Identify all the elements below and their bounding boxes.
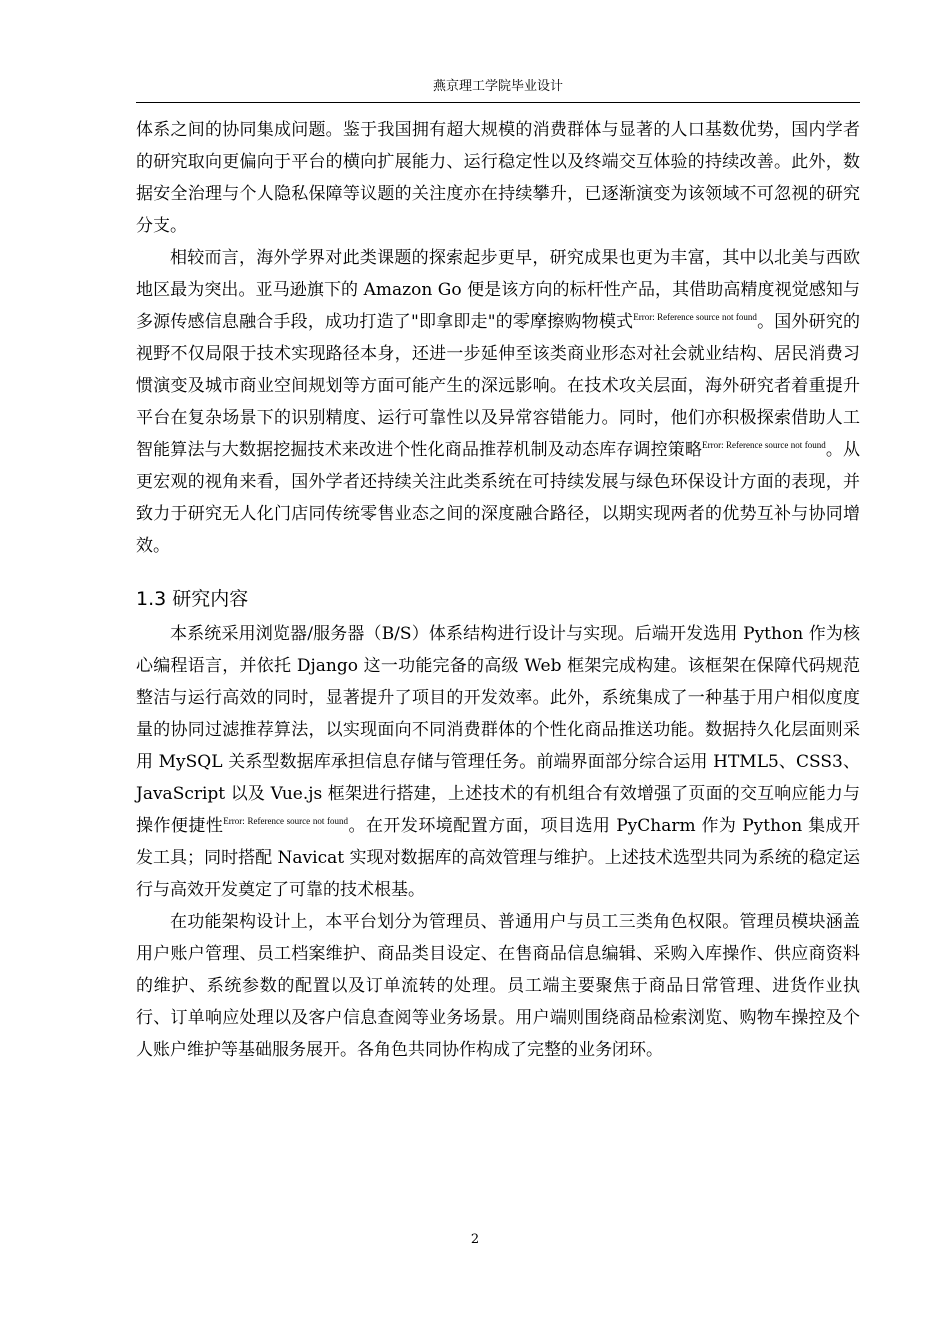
page-header <box>136 78 860 103</box>
reference-error-note: Error: Reference source not found <box>633 312 757 322</box>
page-number: 2 <box>470 1232 480 1247</box>
paragraph-text: 体系之间的协同集成问题。鉴于我国拥有超大规模的消费群体与显著的人口基数优势，国内学者的研究取向更偏向于平台的横向扩展能力、运行稳定性以及终端交互体验的持续改善。此外，数据安全治理与个人隐私保障等议题的关注度亦在持续攀升，已逐渐演变为该领域不可忽视的研究分支。 <box>136 120 860 236</box>
reference-error-note: Error: Reference source not found <box>702 440 826 450</box>
paragraph-overseas-research <box>136 242 860 562</box>
paragraph-text: 。从更宏观的视角来看，国外学者还持续关注此类系统在可持续发展与绿色环保设计方面的表现，并致力于研究无人化门店同传统零售业态之间的深度融合路径，以期实现两者的优势互补与协同增效。 <box>136 440 861 556</box>
document-body <box>136 114 860 1066</box>
paragraph-tech-stack <box>136 618 860 906</box>
section-heading: 1.3 研究内容 <box>136 588 249 610</box>
paragraph-text: 本系统采用浏览器/服务器（B/S）体系结构进行设计与实现。后端开发选用 Python 作为核心编程语言，并依托 Django 这一功能完备的高级 Web 框架完成构建。该框架在保障代码规范整洁与运行高效的同时，显著提升了项目的开发效率。此外，系统集成了一种基于用户相似度度量的协同过滤推荐算法，以实现面向不同消费群体的个性化商品推送功能。数据持久化层面则采用 MySQL 关系型数据库承担信息存储与管理任务。前端界面部分综合运用 HTML5、CSS3、JavaScript 以及 Vue.js 框架进行搭建，上述技术的有机组合有效增强了页面的交互响应能力与操作便捷性 <box>136 624 860 836</box>
paragraph-text: 相较而言，海外学界对此类课题的探索起步更早，研究成果也更为丰富，其中以北美与西欧地区最为突出。亚马逊旗下的 Amazon Go 便是该方向的标杆性产品，其借助高精度视觉感知与多源传感信息融合手段，成功打造了"即拿即走"的零摩擦购物模式 <box>136 248 860 332</box>
paragraph-text: 。国外研究的视野不仅局限于技术实现路径本身，还进一步延伸至该类商业形态对社会就业结构、居民消费习惯演变及城市商业空间规划等方面可能产生的深远影响。在技术攻关层面，海外研究者着重提升平台在复杂场景下的识别精度、运行可靠性以及异常容错能力。同时，他们亦积极探索借助人工智能算法与大数据挖掘技术来改进个性化商品推荐机制及动态库存调控策略 <box>136 312 861 460</box>
paragraph-text: 在功能架构设计上，本平台划分为管理员、普通用户与员工三类角色权限。管理员模块涵盖用户账户管理、员工档案维护、商品类目设定、在售商品信息编辑、采购入库操作、供应商资料的维护、系统参数的配置以及订单流转的处理。员工端主要聚焦于商品日常管理、进货作业执行、订单响应处理以及客户信息查阅等业务场景。用户端则围绕商品检索浏览、购物车操控及个人账户维护等基础服务展开。各角色共同协作构成了完整的业务闭环。 <box>136 912 860 1060</box>
paragraph-text: 。在开发环境配置方面，项目选用 PyCharm 作为 Python 集成开发工具；同时搭配 Navicat 实现对数据库的高效管理与维护。上述技术选型共同为系统的稳定运行与高效开发奠定了可靠的技术根基。 <box>136 816 860 900</box>
header-title: 燕京理工学院毕业设计 <box>432 79 563 94</box>
paragraph-function-architecture <box>136 906 860 1066</box>
reference-error-note: Error: Reference source not found <box>223 816 349 826</box>
paragraph-domestic-research <box>136 114 860 242</box>
